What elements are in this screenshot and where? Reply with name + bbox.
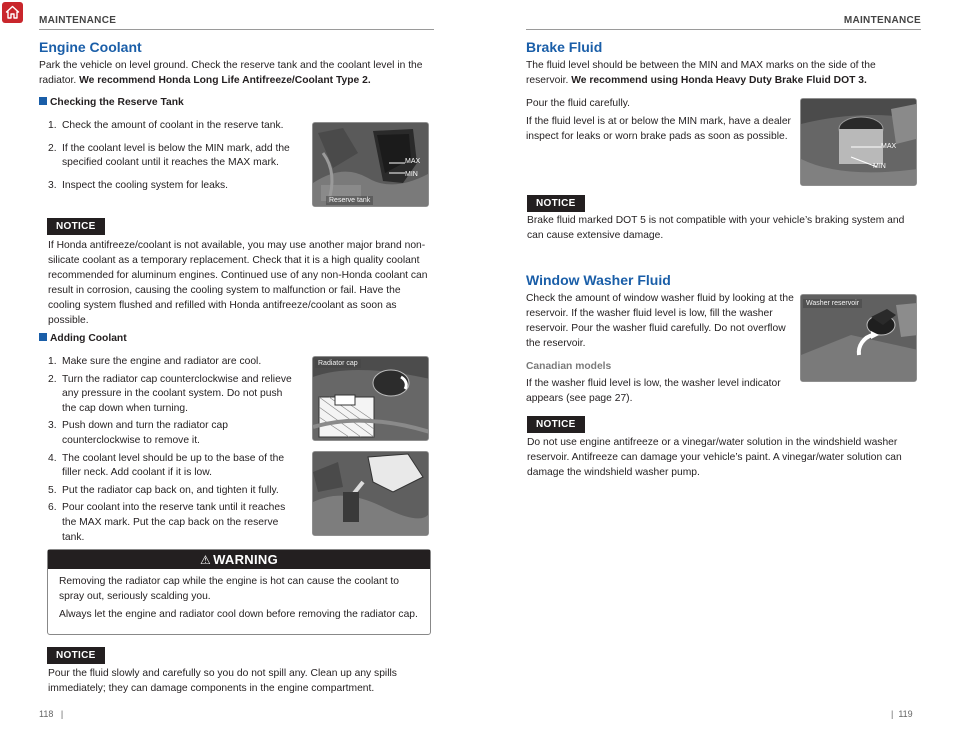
home-icon <box>5 5 20 20</box>
section-marker-icon <box>39 97 47 105</box>
notice-text: Brake fluid marked DOT 5 is not compatible with your vehicle’s braking system and can cause extensive damage. <box>527 215 905 241</box>
min-mark-label: MIN <box>405 171 418 178</box>
list-item: 2. If the coolant level is below the MIN mark, add the specified coolant until it reaches the MAX mark. <box>48 142 290 169</box>
canadian-models-heading: Canadian models <box>526 361 612 372</box>
right-page <box>480 0 960 738</box>
list-item: 3. Push down and turn the radiator cap counterclockwise to remove it. <box>48 420 229 446</box>
page-number: | 119 <box>891 709 913 719</box>
reserve-tank-photo <box>312 122 429 207</box>
notice-text: Pour the fluid slowly and carefully so you do not spill any. Clean up any spills immediately; they can damage components in the engine compartment. <box>48 668 397 694</box>
list-item: 1. Make sure the engine and radiator are cool. <box>48 356 262 367</box>
running-head: MAINTENANCE <box>843 15 921 26</box>
radiator-cap-photo <box>312 356 429 441</box>
max-mark-label: MAX <box>405 158 421 165</box>
home-button[interactable] <box>2 2 23 23</box>
washer-text-1: Check the amount of window washer fluid by looking at the reservoir. If the washer fluid level is low, fill the washer reservoir. Pour the washer fluid carefully. Do not overflow the reservoir. <box>526 293 794 349</box>
page-number: 118 | <box>39 709 64 719</box>
running-head: MAINTENANCE <box>39 15 117 26</box>
brake-text-2: If the fluid level is at or below the MIN mark, have a dealer inspect for leaks or worn brake pads as soon as possible. <box>526 116 791 142</box>
adding-coolant-heading: Adding Coolant <box>39 333 127 344</box>
warning-box <box>47 549 431 635</box>
list-item: 5. Put the radiator cap back on, and tighten it fully. <box>48 484 279 496</box>
brake-fluid-title: Brake Fluid <box>526 39 603 55</box>
warning-text-1: Removing the radiator cap while the engine is hot can cause the coolant to spray out, seriously scalding you. <box>59 576 400 602</box>
brake-text-1: Pour the fluid carefully. <box>526 98 630 109</box>
adding-coolant-steps <box>48 355 298 545</box>
notice-badge: NOTICE <box>47 647 105 664</box>
brake-fluid-photo <box>800 98 917 186</box>
notice-badge: NOTICE <box>527 195 585 212</box>
header-rule <box>39 29 434 30</box>
reserve-tank-label: Reserve tank <box>326 196 373 205</box>
window-washer-title: Window Washer Fluid <box>526 272 671 288</box>
list-item: 3. Inspect the cooling system for leaks. <box>48 179 228 191</box>
radiator-cap-label: Radiator cap <box>315 359 361 368</box>
washer-reservoir-photo <box>800 294 917 382</box>
list-item: 4. The coolant level should be up to the base of the filler neck. Add coolant if it is low. <box>48 452 285 479</box>
list-item: 6. Pour coolant into the reserve tank until it reaches the MAX mark. Put the cap back on the reserve tank. <box>48 502 286 543</box>
notice-text: Do not use engine antifreeze or a vinegar/water solution in the windshield washer reservoir. Antifreeze can damage your vehicle’s paint. A vinegar/water solution can damage the windshield washer pump. <box>527 437 902 478</box>
notice-text: If Honda antifreeze/coolant is not available, you may use another major brand non-silicate coolant as a temporary replacement. Check that it is a high quality coolant recommended for aluminum engines. Continued use of any non-Honda coolant can result in corrosion, causing the cooling system to malfunction or fail. Have the cooling system flushed and refilled with Honda antifreeze/coolant as soon as possible. <box>48 240 428 326</box>
reserve-tank-steps <box>48 119 298 193</box>
section-marker-icon <box>39 333 47 341</box>
min-mark-label: MIN <box>873 163 886 170</box>
washer-text-2: If the washer fluid level is low, the washer level indicator appears (see page 27). <box>526 378 781 404</box>
header-rule <box>526 29 921 30</box>
pouring-coolant-photo <box>312 451 429 536</box>
notice-badge: NOTICE <box>527 416 585 433</box>
warning-text-2: Always let the engine and radiator cool down before removing the radiator cap. <box>59 609 418 620</box>
checking-reserve-tank-heading: Checking the Reserve Tank <box>39 97 184 108</box>
brake-intro: The fluid level should be between the MIN and MAX marks on the side of the reservoir. We recommend using Honda Heavy Duty Brake Fluid DOT 3. <box>526 60 876 86</box>
warning-header: ⚠ WARNING <box>48 550 430 569</box>
warning-triangle-icon: ⚠ <box>200 553 212 567</box>
max-mark-label: MAX <box>881 143 897 150</box>
engine-coolant-title: Engine Coolant <box>39 39 142 55</box>
list-item: 1. Check the amount of coolant in the reserve tank. <box>48 120 284 131</box>
notice-badge: NOTICE <box>47 218 105 235</box>
washer-reservoir-label: Washer reservoir <box>803 299 862 308</box>
list-item: 2. Turn the radiator cap counterclockwise and relieve any pressure in the coolant system. Do not push the cap down when turning. <box>48 373 292 414</box>
coolant-intro: Park the vehicle on level ground. Check the reserve tank and the coolant level in the radiator. We recommend Honda Long Life Antifreeze/Coolant Type 2. <box>39 60 423 86</box>
